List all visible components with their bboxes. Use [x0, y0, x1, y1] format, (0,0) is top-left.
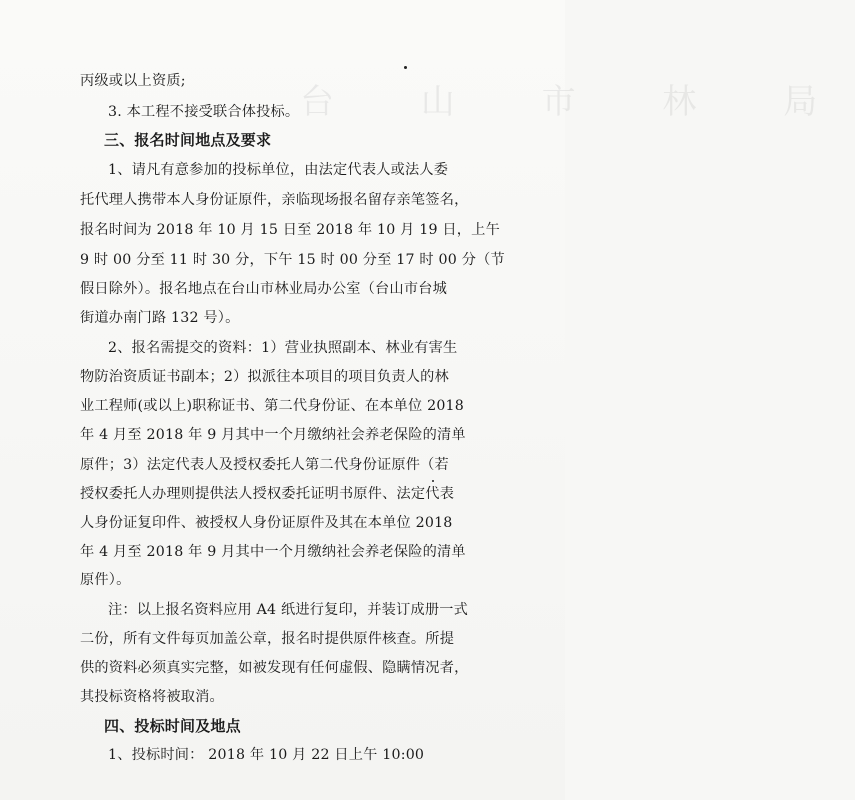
speck [404, 66, 407, 69]
paragraph-line: 人身份证复印件、被授权人身份证原件及其在本单位 2018 [80, 515, 453, 531]
paragraph-line: 原件；3）法定代表人及授权委托人第二代身份证原件（若 [80, 457, 449, 473]
paragraph-line: 2、报名需提交的资料：1）营业执照副本、林业有害生 [108, 340, 458, 356]
paragraph-line: 年 4 月至 2018 年 9 月其中一个月缴纳社会养老保险的清单 [80, 427, 466, 443]
paragraph-line: 假日除外）。报名地点在台山市林业局办公室（台山市台城 [80, 281, 447, 297]
note-line: 其投标资格将被取消。 [80, 689, 224, 705]
paragraph-line: 业工程师(或以上)职称证书、第二代身份证、在本单位 2018 [80, 398, 465, 414]
paragraph-line: 授权委托人办理则提供法人授权委托证明书原件、法定代表 [80, 486, 455, 502]
bid-time-line: 1、投标时间： 2018 年 10 月 22 日上午 10:00 [108, 747, 425, 763]
line-no-consortium: 3. 本工程不接受联合体投标。 [108, 104, 300, 120]
line-qualification: 丙级或以上资质; [80, 73, 186, 89]
paragraph-line: 报名时间为 2018 年 10 月 15 日至 2018 年 10 月 19 日，上午 [80, 222, 500, 238]
paragraph-line: 物防治资质证书副本；2）拟派往本项目的项目负责人的林 [80, 369, 449, 385]
paragraph-line: 9 时 00 分至 11 时 30 分，下午 15 时 00 分至 17 时 00 分（节 [80, 252, 505, 268]
note-line: 供的资料必须真实完整，如被发现有任何虚假、隐瞒情况者， [80, 660, 469, 676]
paragraph-line: 原件）。 [80, 572, 131, 588]
paragraph-line: 街道办南门路 132 号）。 [80, 310, 240, 326]
watermark-header: 台 山 市 林 局 [300, 82, 855, 122]
paragraph-line: 1、请凡有意参加的投标单位，由法定代表人或法人委 [108, 162, 449, 178]
section-heading-registration: 三、报名时间地点及要求 [104, 131, 272, 149]
paragraph-line: 托代理人携带本人身份证原件，亲临现场报名留存亲笔签名， [80, 192, 469, 208]
paragraph-line: 年 4 月至 2018 年 9 月其中一个月缴纳社会养老保险的清单 [80, 544, 466, 560]
note-line: 注：以上报名资料应用 A4 纸进行复印，并装订成册一式 [108, 602, 469, 618]
speck [432, 480, 434, 482]
section-heading-bidding: 四、投标时间及地点 [104, 717, 241, 735]
note-line: 二份，所有文件每页加盖公章，报名时提供原件核查。所提 [80, 631, 455, 647]
